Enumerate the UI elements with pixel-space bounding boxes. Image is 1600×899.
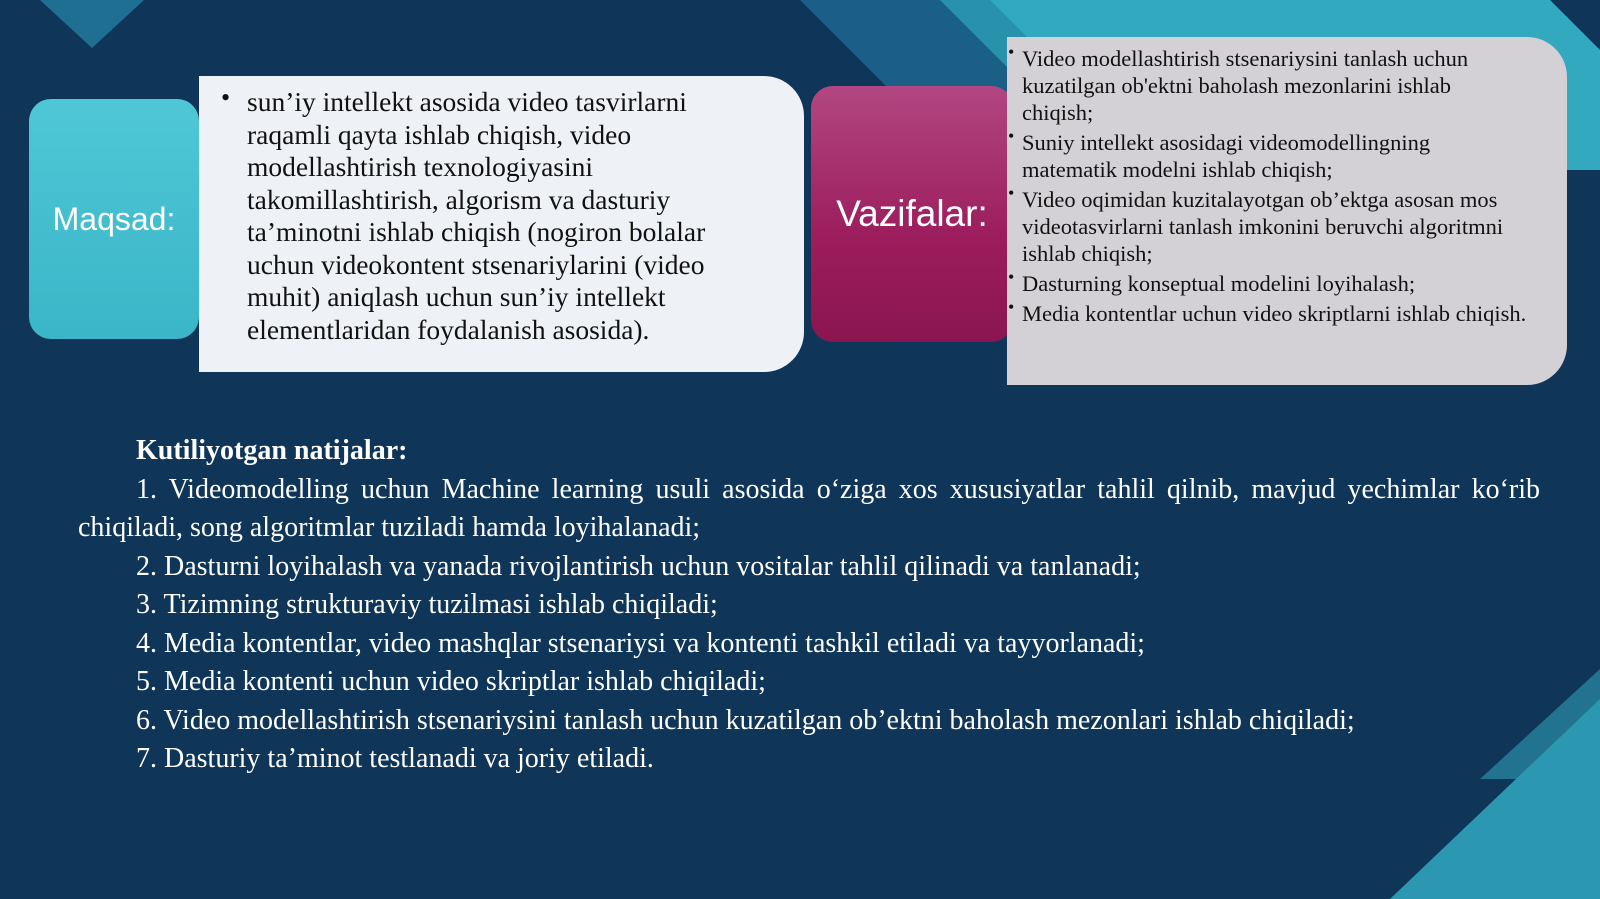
vazifalar-item: • Media kontentlar uchun video skriptlarni ishlab chiqish. [1022, 300, 1527, 327]
results-item: 5. Media kontenti uchun video skriptlar ishlab chiqiladi; [136, 666, 766, 697]
results-section [78, 432, 1540, 779]
vazifalar-item: • Dasturning konseptual modelini loyihalash; [1022, 270, 1527, 297]
maqsad-label: Maqsad: [29, 99, 199, 339]
results-heading: Kutiliyotgan natijalar: [136, 435, 408, 466]
results-item: 6. Video modellashtirish stsenariysini tanlash uchun kuzatilgan ob’ektni baholash mezonlari ishlab chiqiladi; [136, 704, 1355, 736]
decor-triangle-top [40, 0, 144, 48]
results-item: 4. Media kontentlar, video mashqlar stsenariysi va kontenti tashkil etiladi va tayyorlanadi; [136, 627, 1145, 659]
results-item: 2. Dasturni loyihalash va yanada rivojlantirish uchun vositalar tahlil qilinadi va tanlanadi; [136, 550, 1141, 582]
results-item: 7. Dasturiy ta’minot testlanadi va joriy etiladi. [136, 743, 654, 774]
maqsad-text: • sun’iy intellekt asosida video tasvirlarni raqamli qayta ishlab chiqish, video modellashtirish texnologiyasini takomillashtirish, algorism va dasturiy ta’minotni ishlab chiqish (nogiron bolalar uchun videokontent stsenariylarini (video muhit) aniqlash uchun sun’iy intellekt elementlaridan foydalanish asosida). [247, 86, 764, 346]
vazifalar-item: • Video modellashtirish stsenariysini tanlash uchun kuzatilgan ob'ektni baholash mezonlarini ishlab chiqish; [1022, 45, 1527, 126]
results-item: 1. Videomodelling uchun Machine learning usuli asosida o‘ziga xos xususiyatlar tahlil qilnib, mavjud yechimlar ko‘rib chiqiladi, song algoritmlar tuziladi hamda loyihalanadi; [78, 473, 1540, 543]
vazifalar-panel [1007, 37, 1567, 385]
vazifalar-item: • Video oqimidan kuzitalayotgan ob’ektga asosan mos videotasvirlarni tanlash imkonini beruvchi algoritmni ishlab chiqish; [1022, 186, 1527, 267]
results-item: 3. Tizimning strukturaviy tuzilmasi ishlab chiqiladi; [136, 589, 718, 620]
vazifalar-item: • Suniy intellekt asosidagi videomodellingning matematik modelni ishlab chiqish; [1022, 129, 1527, 183]
maqsad-panel [199, 76, 804, 372]
vazifalar-label: Vazifalar: [811, 86, 1013, 342]
